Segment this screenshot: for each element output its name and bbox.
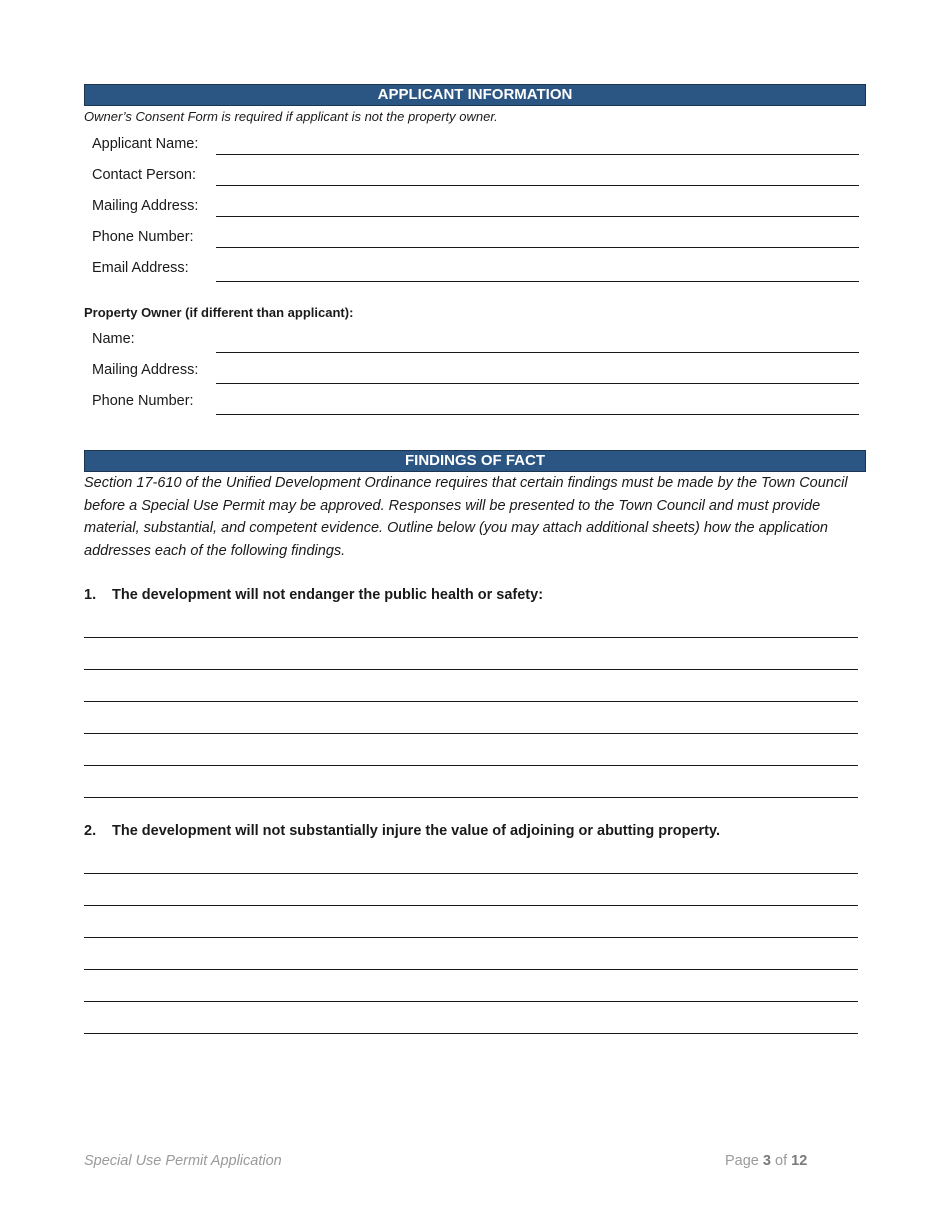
footer-page-total: 12 — [791, 1153, 808, 1169]
applicant-email-address-label: Email Address: — [92, 260, 189, 276]
contact-person-field[interactable] — [216, 185, 859, 186]
owner-name-label: Name: — [92, 331, 135, 347]
finding-1-answer-line[interactable] — [84, 701, 858, 702]
finding-1 — [84, 587, 543, 603]
finding-2-answer-line[interactable] — [84, 873, 858, 874]
owner-consent-note: Owner’s Consent Form is required if applicant is not the property owner. — [84, 109, 498, 124]
applicant-mailing-address-row — [84, 197, 859, 228]
footer-document-title: Special Use Permit Application — [84, 1153, 282, 1169]
findings-of-fact-header: FINDINGS OF FACT — [84, 450, 866, 472]
finding-1-number: 1. — [84, 587, 97, 603]
finding-1-answer-line[interactable] — [84, 637, 858, 638]
footer-page-number: 3 — [762, 1153, 771, 1169]
footer-page-indicator — [725, 1153, 807, 1169]
finding-2-answer-line[interactable] — [84, 1001, 858, 1002]
finding-1-answer-line[interactable] — [84, 669, 858, 670]
finding-2-answer-line[interactable] — [84, 905, 858, 906]
finding-1-answer-line[interactable] — [84, 733, 858, 734]
applicant-name-label: Applicant Name: — [92, 136, 199, 152]
finding-1-text: The development will not endanger the public health or safety: — [112, 587, 544, 603]
finding-2 — [84, 823, 720, 839]
applicant-information-header: APPLICANT INFORMATION — [84, 84, 866, 106]
applicant-mailing-address-field[interactable] — [216, 216, 859, 217]
applicant-phone-number-label: Phone Number: — [92, 229, 194, 245]
owner-phone-number-label: Phone Number: — [92, 393, 194, 409]
contact-person-label: Contact Person: — [92, 167, 196, 183]
finding-2-answer-line[interactable] — [84, 1033, 858, 1034]
owner-name-field[interactable] — [216, 352, 859, 353]
footer-of-word: of — [775, 1153, 788, 1169]
applicant-name-field[interactable] — [216, 154, 859, 155]
property-owner-heading: Property Owner (if different than applicant): — [84, 305, 354, 320]
owner-mailing-address-row — [84, 361, 859, 392]
finding-1-answer-line[interactable] — [84, 765, 858, 766]
footer-page-word: Page — [725, 1153, 759, 1169]
finding-2-answer-line[interactable] — [84, 969, 858, 970]
findings-intro-text: Section 17-610 of the Unified Development Ordinance requires that certain findings must be made by the Town Council before a Special Use Permit may be approved. Responses will be presented to the Town Council and must provide material, substantial, and competent evidence. Outline below (you may attach additional sheets) how the application addresses each of the following findings. — [84, 475, 848, 559]
owner-phone-number-field[interactable] — [216, 414, 859, 415]
owner-mailing-address-label: Mailing Address: — [92, 362, 199, 378]
finding-2-text: The development will not substantially injure the value of adjoining or abutting property. — [112, 823, 720, 839]
finding-2-number: 2. — [84, 823, 97, 839]
applicant-email-address-field[interactable] — [216, 281, 859, 282]
finding-1-answer-line[interactable] — [84, 797, 858, 798]
applicant-email-address-row — [84, 259, 859, 290]
applicant-phone-number-row — [84, 228, 859, 259]
owner-phone-number-row — [84, 392, 859, 423]
contact-person-row — [84, 166, 859, 197]
applicant-phone-number-field[interactable] — [216, 247, 859, 248]
owner-name-row — [84, 330, 859, 361]
applicant-name-row — [84, 135, 859, 166]
applicant-mailing-address-label: Mailing Address: — [92, 198, 199, 214]
finding-2-answer-line[interactable] — [84, 937, 858, 938]
owner-mailing-address-field[interactable] — [216, 383, 859, 384]
